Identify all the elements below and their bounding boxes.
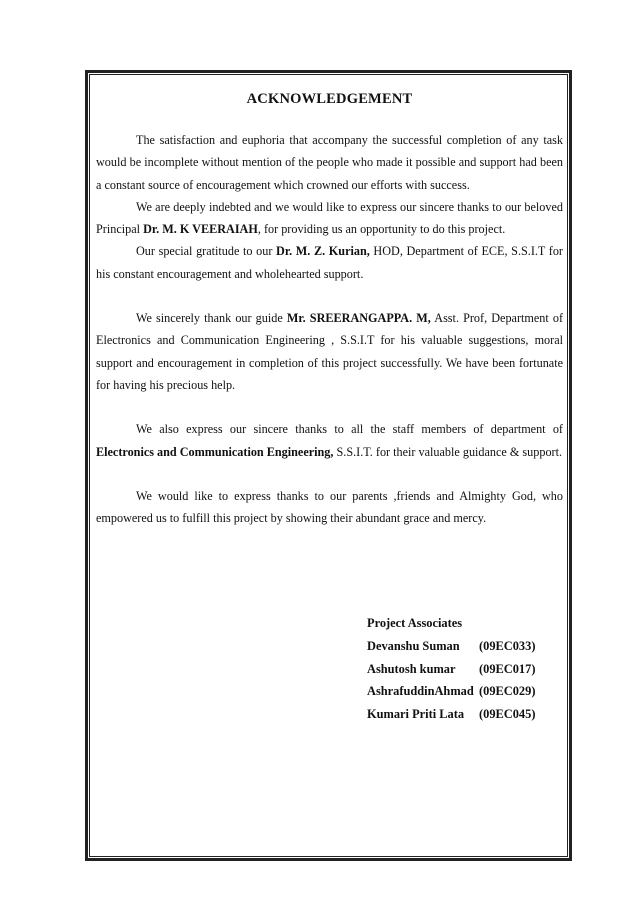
associate-row [367, 658, 535, 681]
associate-usn: (09EC045) [479, 707, 536, 722]
staff-text-a: We also express our sincere thanks to all the staff members of department of [136, 422, 563, 437]
hod-text-a: Our special gratitude to our [136, 244, 273, 259]
guide-text-a: We sincerely thank our guide [136, 311, 283, 326]
principal-name: Dr. M. K VEERAIAH [143, 222, 258, 237]
associate-name: Ashutosh kumar [367, 661, 456, 676]
paragraph-satisfaction-text: The satisfaction and euphoria that accompany the successful completion of any task would be incomplete without mention of the people who made it possible and support had been a constant source of encouragement which crowned our efforts with success. [96, 133, 563, 192]
guide-text-c: Asst. Prof, Department of Electronics and Communication Engineering , S.S.I.T for his valuable suggestions, moral support and encouragement in completion of this project successfully. We have been fortunate for having his precious help. [96, 311, 564, 392]
hod-name: Dr. M. Z. Kurian, [276, 244, 370, 259]
hod-text-c: HOD, Department of ECE, S.S.I.T for his constant encouragement and wholehearted support. [96, 244, 563, 281]
principal-text-c: , for providing us an opportunity to do this project. [257, 222, 506, 237]
associate-name: Devanshu Suman [367, 638, 460, 653]
associate-usn: (09EC017) [479, 661, 536, 676]
paragraph-guide [96, 307, 563, 396]
page-title: ACKNOWLEDGEMENT [246, 91, 413, 107]
associates-heading: Project Associates [367, 616, 463, 630]
associate-name: Kumari Priti Lata [367, 707, 465, 722]
paragraph-principal [96, 196, 563, 241]
paragraph-hod [96, 240, 563, 285]
paragraph-satisfaction [96, 129, 563, 196]
associate-row [367, 635, 535, 658]
principal-text-a: We are deeply indebted and we would like to express our sincere thanks to our beloved Principal [96, 199, 563, 237]
paragraph-parents-text: We would like to express thanks to our parents ,friends and Almighty God, who empowered us to fulfill this project by showing their abundant grace and mercy. [96, 488, 563, 526]
project-associates [367, 612, 535, 726]
associate-usn: (09EC033) [479, 638, 536, 653]
associate-name: AshrafuddinAhmad [367, 684, 474, 699]
department-name: Electronics and Communication Engineering, [96, 444, 334, 459]
associate-usn: (09EC029) [479, 684, 536, 699]
associate-row [367, 703, 535, 726]
paragraph-parents [96, 485, 563, 530]
guide-name: Mr. SREERANGAPPA. M, [286, 311, 431, 326]
acknowledgement-body [96, 88, 563, 529]
paragraph-staff [96, 418, 563, 463]
associate-row [367, 680, 535, 703]
staff-text-c: S.S.I.T. for their valuable guidance & support. [336, 444, 563, 459]
